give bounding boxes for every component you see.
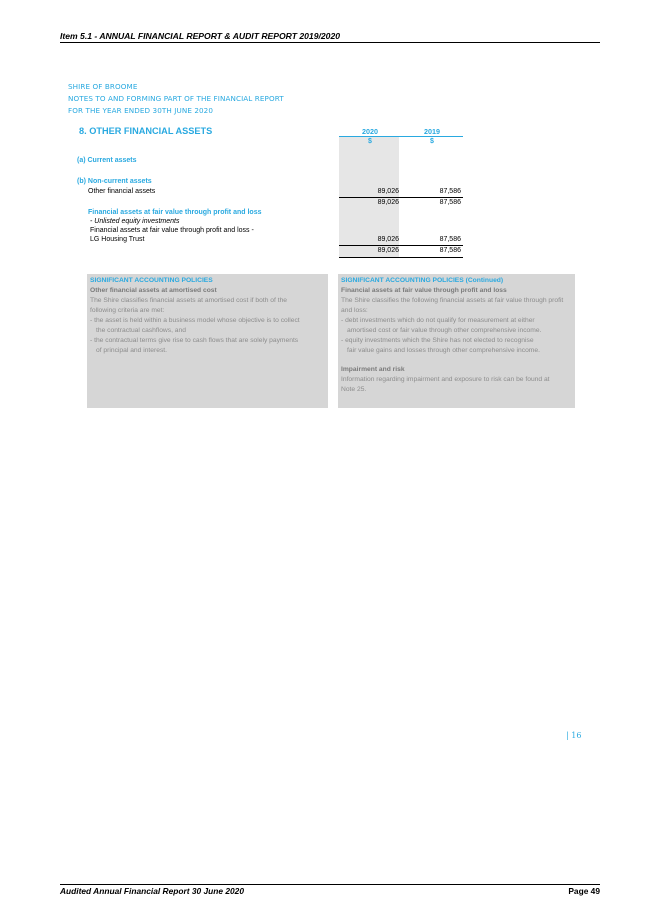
subtotal-rule [339, 245, 463, 246]
page-header: Item 5.1 - ANNUAL FINANCIAL REPORT & AUDIT REPORT 2019/2020 [60, 31, 600, 43]
policy-subheading-impairment: Impairment and risk [341, 366, 405, 373]
subtotal-rule [339, 197, 463, 198]
current-assets-heading: (a) Current assets [77, 157, 137, 164]
unit-2020: $ [368, 138, 372, 145]
subtotal-2019: 87,586 [439, 247, 461, 254]
policy-spacer [341, 356, 572, 365]
total-rule [339, 257, 463, 258]
subtotal-2019: 87,586 [439, 199, 461, 206]
policy-line: - the contractual terms give rise to cash flows that are solely payments [90, 337, 299, 344]
value-2019: 87,586 [439, 236, 461, 243]
policy-line: Information regarding impairment and exposure to risk can be found at [341, 376, 550, 383]
accounting-policies-right [338, 274, 575, 408]
fvtpl-heading: Financial assets at fair value through profit and loss [88, 209, 262, 216]
policy-line: - debt investments which do not qualify for measurement at either [341, 317, 535, 324]
policy-heading: SIGNIFICANT ACCOUNTING POLICIES (Continued) [341, 277, 504, 284]
policy-line: The Shire classifies the following financial assets at fair value through profit [341, 297, 564, 304]
report-title: NOTES TO AND FORMING PART OF THE FINANCIAL REPORT [68, 94, 284, 103]
policy-line: - the asset is held within a business model whose objective is to collect [90, 317, 300, 324]
year-header-2020: 2020 [362, 127, 378, 136]
accounting-policies-left [87, 274, 328, 408]
page-footer [60, 884, 600, 896]
policy-line: of principal and interest. [96, 347, 168, 354]
value-2020: 89,026 [377, 188, 399, 195]
year-header-rule [339, 136, 463, 137]
subtotal-2020: 89,026 [377, 247, 399, 254]
subtotal-2020: 89,026 [377, 199, 399, 206]
policy-subheading: Other financial assets at amortised cost [90, 287, 217, 294]
unit-2019: $ [430, 138, 434, 145]
year-header-2019: 2019 [424, 127, 440, 136]
non-current-assets-heading: (b) Non-current assets [77, 178, 152, 185]
policy-line: Note 25. [341, 386, 367, 393]
policy-line: - equity investments which the Shire has not elected to recognise [341, 337, 534, 344]
footer-page-number: Page 49 [568, 886, 600, 896]
policy-line: fair value gains and losses through other comprehensive income. [347, 347, 540, 354]
row-label-other-financial-assets: Other financial assets [88, 188, 156, 195]
footer-title: Audited Annual Financial Report 30 June 2020 [60, 886, 244, 896]
policy-line: the contractual cashflows, and [96, 327, 186, 334]
policy-heading: SIGNIFICANT ACCOUNTING POLICIES [90, 277, 213, 284]
report-period: FOR THE YEAR ENDED 30TH JUNE 2020 [68, 106, 214, 115]
org-name: SHIRE OF BROOME [68, 82, 138, 91]
policy-line: amortised cost or fair value through other comprehensive income. [347, 327, 542, 334]
section-title: 8. OTHER FINANCIAL ASSETS [79, 126, 213, 136]
internal-page-number: | 16 [566, 731, 582, 740]
policy-subheading: Financial assets at fair value through profit and loss [341, 287, 507, 294]
unlisted-equity-label: - Unlisted equity investments [90, 218, 180, 225]
value-2020: 89,026 [377, 236, 399, 243]
policy-line: following criteria are met: [90, 307, 165, 314]
row-label-lg-housing-trust: LG Housing Trust [90, 236, 145, 243]
value-2019: 87,586 [439, 188, 461, 195]
policy-line: The Shire classifies financial assets at amortised cost if both of the [90, 297, 288, 304]
policy-line: and loss: [341, 307, 368, 314]
fvtpl-description: Financial assets at fair value through profit and loss - [90, 227, 254, 234]
